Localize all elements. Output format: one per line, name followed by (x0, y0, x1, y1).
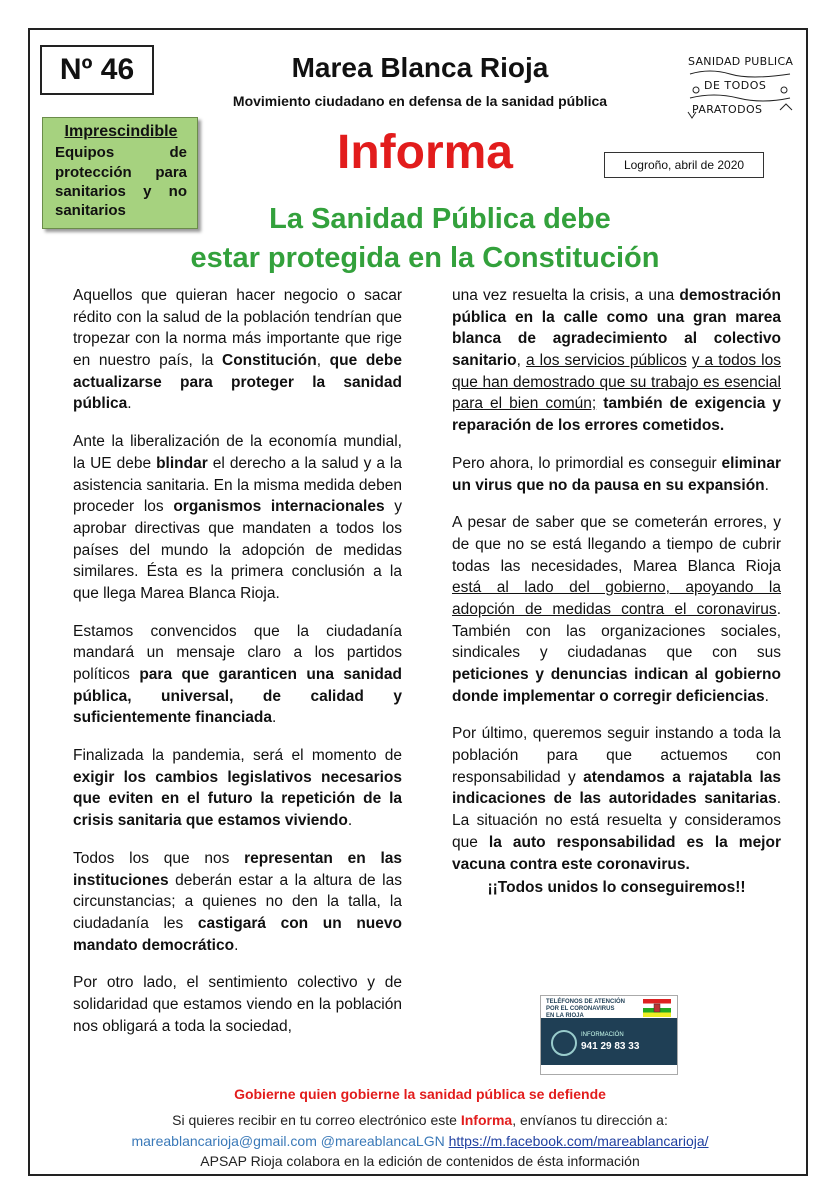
logo-line-3: PARATODOS (692, 103, 763, 116)
left-paragraph-1: Aquellos que quieran hacer negocio o sacar rédito con la salud de la población tendrían que tropezar con la norma más importante que rige en nuestro país, la Constitución, que debe actualizarse para proteger la sanidad pública. (73, 287, 402, 413)
la-rioja-flag-icon (643, 999, 671, 1017)
coronavirus-phone-card (540, 995, 678, 1075)
footer-slogan: Gobierne quien gobierne la sanidad pública se defiende (234, 1086, 606, 1102)
footer-subscribe: Si quieres recibir en tu correo electrónico este Informa, envíanos tu dirección a: (172, 1112, 668, 1128)
footer-contacts (30, 1133, 810, 1149)
headline-line-2: estar protegida en la Constitución (190, 242, 660, 275)
left-paragraph-3: Estamos convencidos que la ciudadanía mandará un mensaje claro a los partidos políticos para que garanticen una sanidad pública, universal, de calidad y suficientemente financiada. (73, 622, 402, 727)
page-subtitle: Movimiento ciudadano en defensa de la sanidad pública (232, 93, 608, 109)
left-paragraph-4: Finalizada la pandemia, será el momento de exigir los cambios legislativos necesarios que eviten en el futuro la repetición de la crisis sanitaria que estamos viviendo. (73, 747, 402, 830)
email-link[interactable]: mareablancarioja@gmail.com (131, 1133, 317, 1149)
informa-heading: Informa (336, 126, 513, 179)
logo-line-1: SANIDAD PUBLICA (688, 55, 794, 68)
phone-card-header: TELÉFONOS DE ATENCIÓN POR EL CORONAVIRUS EN LA RIOJA (541, 996, 677, 1018)
callout-body: Equipos de protección para sanitarios y no sanitarios (55, 144, 187, 220)
footer-credit: APSAP Rioja colabora en la edición de contenidos de ésta información (200, 1153, 640, 1169)
callout-title: Imprescindible (64, 123, 178, 140)
twitter-link[interactable]: @mareablancaLGN (320, 1133, 445, 1149)
phone-info-label: INFORMACIÓN (581, 1032, 624, 1038)
left-paragraph-5: Todos los que nos representan en las instituciones deberán estar a la altura de las circunstancias; a quienes no den la talla, la ciudadanía les castigará con un nuevo mandato democrático. (73, 849, 402, 954)
slogan: ¡¡Todos unidos lo conseguiremos!! (487, 879, 746, 897)
date-stamp: Logroño, abril de 2020 (604, 152, 764, 178)
right-paragraph-1: una vez resuelta la crisis, a una demostración pública en la calle como una gran marea blanca de agradecimiento al colectivo sanitario, a los servicios públicos y a todos los que han demostrado que su trabajo es esencial para el bien común; también de exigencia y reparación de los errores cometidos. (452, 287, 781, 435)
right-paragraph-2: Pero ahora, lo primordial es conseguir eliminar un virus que no da pausa en su expansión. (452, 454, 781, 494)
phone-card-footer (541, 1065, 677, 1074)
left-paragraph-6: Por otro lado, el sentimiento colectivo y de solidaridad que estamos viendo en la población nos obligará a toda la sociedad, (73, 974, 402, 1035)
right-paragraph-4: Por último, queremos seguir instando a toda la población para que actuemos con responsabilidad y atendamos a rajatabla las indicaciones de las autoridades sanitarias. La situación no está resuelta y consideramos que la auto responsabilidad es la mejor vacuna contra este coronavirus. (452, 725, 781, 873)
sanidad-publica-logo (684, 50, 798, 126)
phone-number: 941 29 83 33 (581, 1041, 640, 1052)
page-title: Marea Blanca Rioja (291, 52, 549, 83)
headline-line-1: La Sanidad Pública debe (269, 203, 611, 235)
issue-number: Nº 46 (40, 45, 154, 95)
right-column (452, 285, 781, 915)
logo-line-2: DE TODOS (704, 79, 767, 92)
left-column (73, 285, 402, 1053)
right-paragraph-3: A pesar de saber que se cometerán errores, y de que no se está llegando a tiempo de cubrir todas las necesidades, Marea Blanca Rioja está al lado del gobierno, apoyando la adopción de medidas contra el coronavirus. También con las organizaciones sociales, sindicales y ciudadanas que con sus peticiones y denuncias indican al gobierno donde implementar o corregir deficiencias. (452, 514, 781, 705)
left-paragraph-2: Ante la liberalización de la economía mundial, la UE debe blindar el derecho a la salud y a la asistencia sanitaria. En la misma medida deben proceder los organismos internacionales y aprobar directivas que mandaten a todos los países del mundo la adopción de medidas similares. Ésta es la primera conclusión a la que llega Marea Blanca Rioja. (73, 433, 402, 602)
phone-icon (551, 1030, 577, 1056)
facebook-link[interactable]: https://m.facebook.com/mareablancarioja/ (448, 1133, 709, 1149)
main-headline (60, 200, 790, 278)
